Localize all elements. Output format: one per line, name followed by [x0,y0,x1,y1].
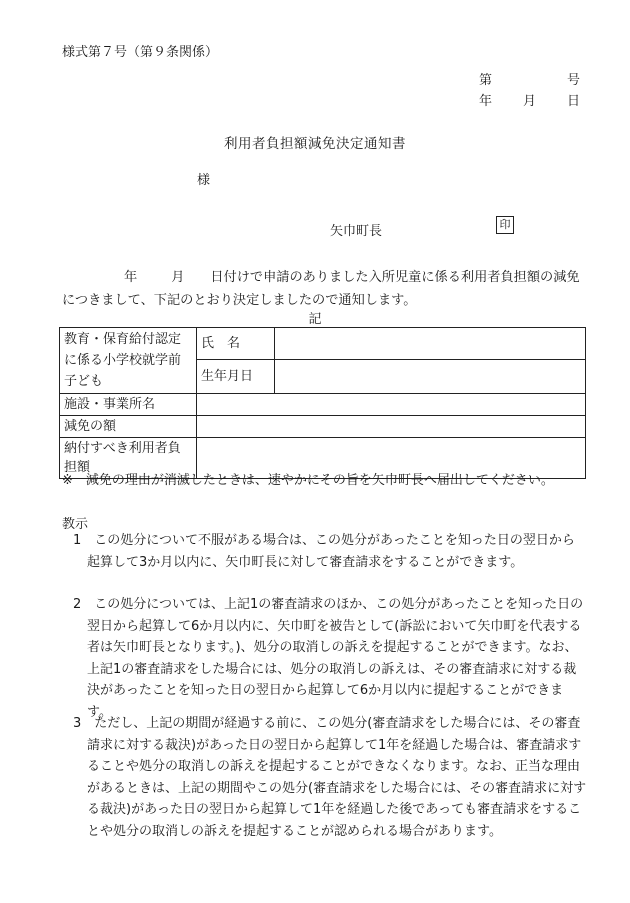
instruction-item: 2 この処分については、上記1の審査請求のほか、この処分があったことを知った日の翌日から起算して6か月以内に、矢巾町を被告として(訴訟において矢巾町を代表する者は矢巾町長となります。)、処分の取消しの訴えを提起することができます。なお、上記1の審査請求をした場合には、処分の取消しの訴えは、その審査請求に対する裁決があったことを知った日の翌日から起算して6か月以内に提起することができます。 [73,597,584,720]
facility-value-cell[interactable] [197,394,586,416]
number-suffix: 号 [566,73,580,88]
body-text: 日付けで申請のありました入所児童に係る利用者負担額の減免につきまして、下記のとおり決定しましたので通知します。 [62,270,580,308]
birth-value-cell[interactable] [275,360,586,394]
ki-heading: 記 [308,312,322,327]
issuer-name: 矢巾町長 [330,224,383,239]
body-year: 年 [124,270,138,285]
instructions-heading: 教示 [62,517,89,532]
payment-label: 納付すべき利用者負担額 [64,441,181,475]
addressee: 様 [197,173,211,188]
child-label: 教育・保育給付認定に係る小学校就学前子ども [64,332,182,389]
date-day: 日 [566,94,580,109]
body-paragraph [62,266,587,312]
document-title: 利用者負担額減免決定通知書 [224,136,406,152]
seal-mark: 印 [496,216,514,234]
birth-label: 生年月日 [201,369,254,385]
instruction-item: 1 この処分について不服がある場合は、この処分があったことを知った日の翌日から起算して3か月以内に、矢巾町長に対して審査請求をすることができます。 [73,533,575,570]
name-value-cell[interactable] [275,328,586,360]
date-month: 月 [522,94,536,109]
record-table [59,327,586,479]
form-number: 様式第７号（第９条関係） [62,45,219,60]
note-text: ※ 減免の理由が消滅したときは、速やかにその旨を矢巾町長へ届出してください。 [62,473,554,488]
number-prefix: 第 [479,73,493,88]
document-date [479,90,580,109]
name-label-cell [197,328,275,360]
body-month: 月 [171,270,185,285]
instruction-item: 3 ただし、上記の期間が経過する前に、この処分(審査請求をした場合には、その審査請求に対する裁決)があった日の翌日から起算して1年を経過した場合は、審査請求することや処分の取消しの訴えを提起することができなくなります。なお、正当な理由があるときは、上記の期間やこの処分(審査請求をした場合には、その審査請求に対する裁決)があった日の翌日から起算して1年を経過した後であっても審査請求をすることや処分の取消しの訴えを提起することが認められる場合があります。 [73,716,587,839]
name-label: 氏 名 [201,336,241,352]
reduction-label: 減免の額 [64,419,117,434]
date-year: 年 [479,94,493,109]
birth-label-cell [197,360,275,394]
reduction-value-cell[interactable] [197,416,586,438]
facility-label-cell [60,394,197,416]
document-number [479,69,580,88]
child-label-cell [60,328,197,394]
reduction-label-cell [60,416,197,438]
facility-label: 施設・事業所名 [64,397,156,412]
